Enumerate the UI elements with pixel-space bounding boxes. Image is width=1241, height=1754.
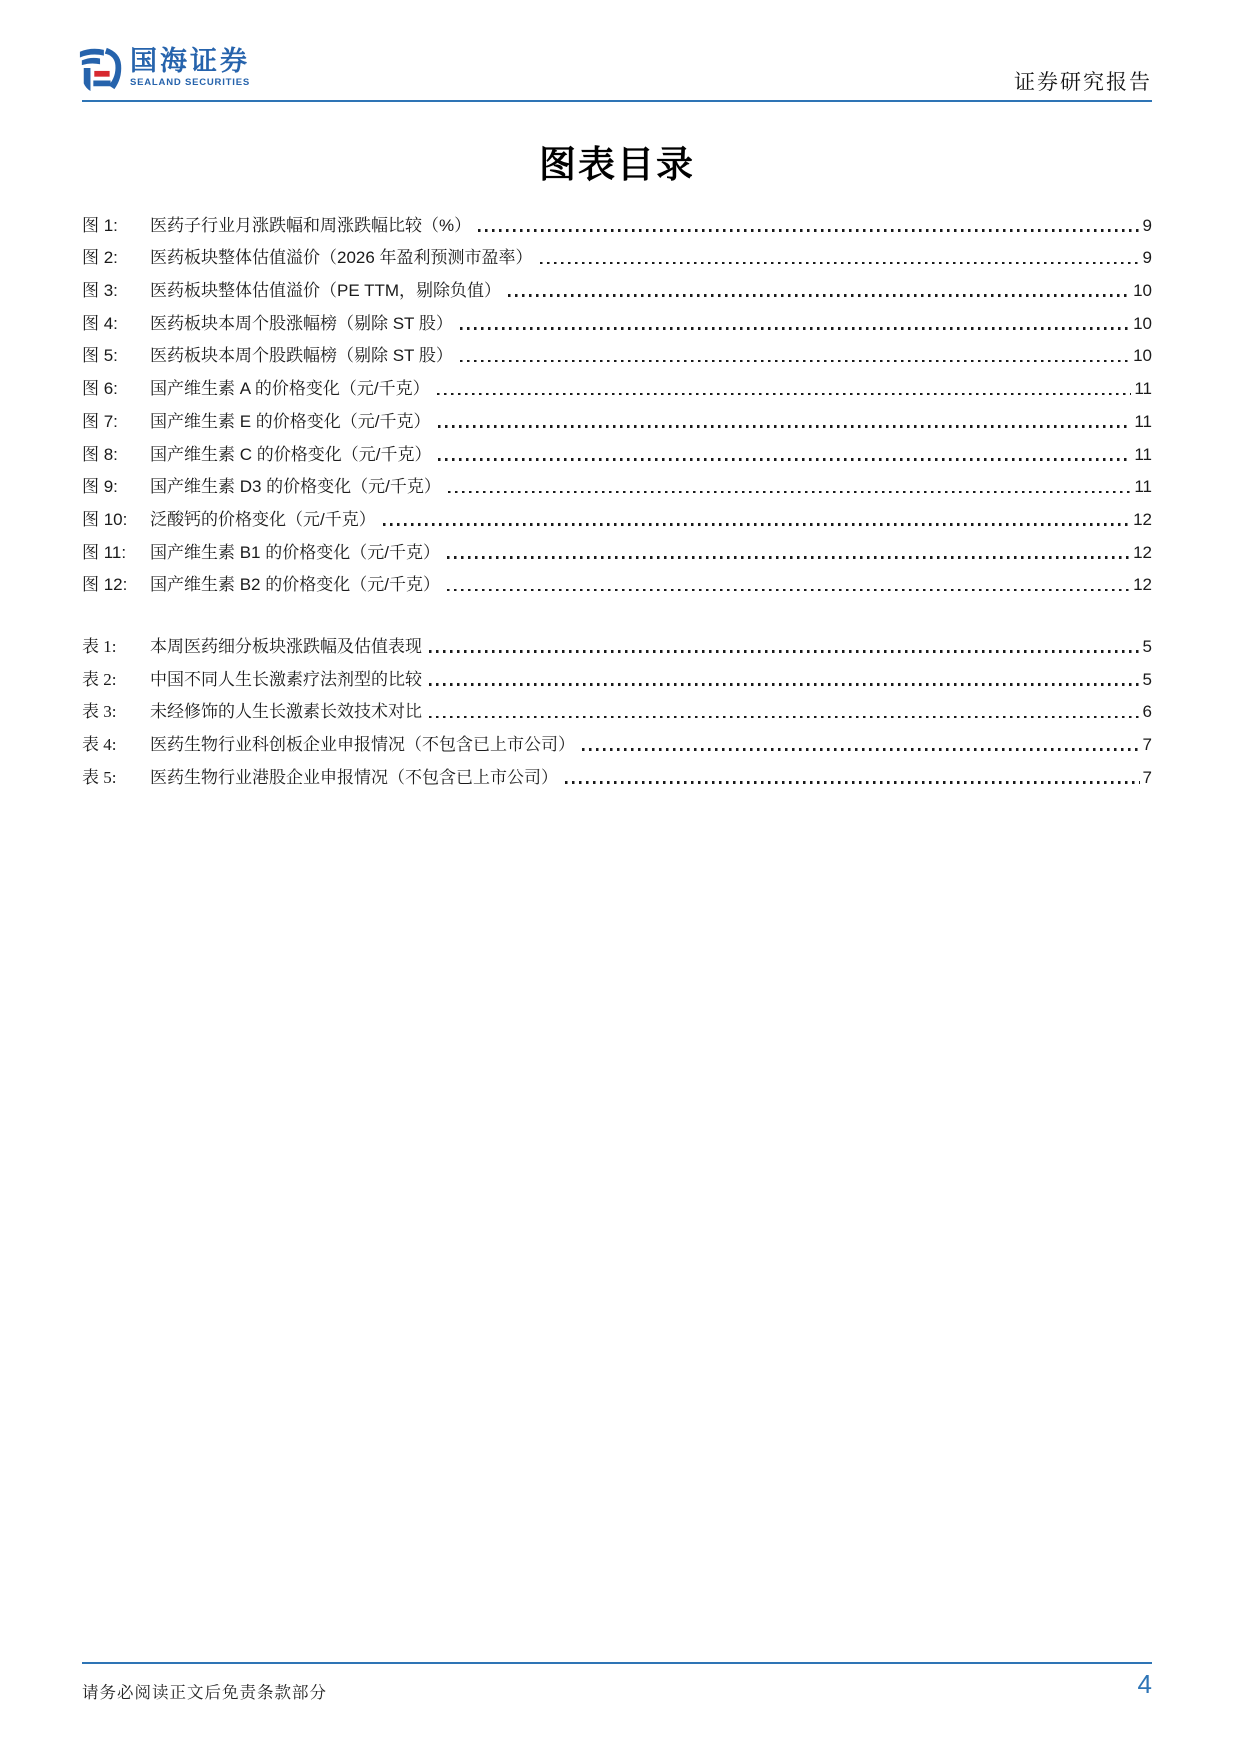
toc-entry-label[interactable]: 图 12: [82, 575, 128, 595]
brand-name-en: SEALAND SECURITIES [130, 77, 250, 88]
toc-entry[interactable] [82, 237, 1152, 270]
toc-entry[interactable] [82, 625, 1152, 658]
header-divider [82, 100, 1152, 102]
dot-leader [582, 748, 1140, 751]
dot-leader [429, 650, 1140, 653]
toc-entry-label[interactable]: 图 9: [82, 477, 118, 497]
toc-entry[interactable] [82, 723, 1152, 756]
toc-entry-page[interactable]: 5 [1142, 636, 1152, 656]
toc-entry-label[interactable]: 图 3: [82, 281, 118, 301]
toc-entry-page[interactable]: 11 [1134, 379, 1152, 399]
dot-leader [478, 229, 1139, 232]
toc-entry-page[interactable]: 7 [1142, 767, 1152, 787]
sealand-logo [78, 46, 250, 92]
report-type-label: 证券研究报告 [1014, 70, 1152, 94]
dot-leader [438, 458, 1131, 461]
toc-entry-page[interactable]: 12 [1133, 575, 1152, 595]
toc-entry-title[interactable]: 国产维生素 B2 的价格变化（元/千克） [150, 575, 440, 595]
dot-leader [447, 556, 1130, 559]
toc-entry[interactable] [82, 204, 1152, 237]
dot-leader [438, 425, 1132, 428]
dot-leader [429, 716, 1140, 719]
dot-leader [565, 781, 1140, 784]
toc-entry[interactable] [82, 400, 1152, 433]
footer-page-number: 4 [1137, 1669, 1152, 1699]
toc-entry-label[interactable]: 表 5: [82, 767, 117, 787]
toc-entry[interactable] [82, 466, 1152, 499]
toc-entry-label[interactable]: 表 1: [82, 636, 117, 656]
dot-leader [447, 589, 1130, 592]
toc-entry-page[interactable]: 10 [1133, 313, 1152, 333]
toc-entry-title[interactable]: 国产维生素 C 的价格变化（元/千克） [150, 444, 432, 464]
dot-leader [540, 262, 1140, 265]
toc-entry-label[interactable]: 图 1: [82, 215, 118, 235]
dot-leader [508, 294, 1130, 297]
toc-entry-page[interactable]: 7 [1142, 735, 1152, 754]
sealand-logo-icon [78, 46, 124, 92]
toc-entry-label[interactable]: 图 10: [82, 509, 128, 529]
toc-entry-label[interactable]: 图 8: [82, 444, 118, 464]
toc-entry-title[interactable]: 医药板块本周个股涨幅榜（剔除 ST 股） [150, 313, 453, 333]
toc-entry-page[interactable]: 11 [1134, 411, 1152, 431]
brand-name-cn: 国海证券 [130, 46, 250, 76]
toc-entry-page[interactable]: 12 [1133, 509, 1152, 529]
toc-entry-title[interactable]: 泛酸钙的价格变化（元/千克） [150, 509, 376, 529]
toc-entry-title[interactable]: 国产维生素 B1 的价格变化（元/千克） [150, 542, 440, 562]
toc-entry-page[interactable]: 11 [1134, 477, 1152, 497]
dot-leader [460, 327, 1130, 330]
toc-entry-label[interactable]: 图 5: [82, 346, 118, 366]
toc-entry-page[interactable]: 9 [1142, 215, 1152, 235]
toc-entry-label[interactable]: 图 7: [82, 411, 118, 431]
footer-disclaimer: 请务必阅读正文后免责条款部分 [82, 1683, 327, 1702]
toc-entry-label[interactable]: 图 11: [82, 542, 127, 562]
toc-entry-page[interactable]: 10 [1133, 346, 1152, 366]
toc-entry[interactable] [82, 302, 1152, 335]
toc-entry[interactable] [82, 531, 1152, 564]
toc-entry-page[interactable]: 5 [1142, 669, 1152, 689]
toc-entry-page[interactable]: 11 [1134, 444, 1152, 464]
toc-entry-title[interactable]: 医药生物行业港股企业申报情况（不包含已上市公司） [150, 767, 558, 787]
toc-entry[interactable] [82, 269, 1152, 302]
tables-list [82, 625, 1152, 788]
toc-entry-title[interactable]: 国产维生素 D3 的价格变化（元/千克） [150, 477, 441, 497]
dot-leader [460, 360, 1130, 363]
toc-entry-page[interactable]: 9 [1142, 248, 1152, 268]
toc-entry[interactable] [82, 756, 1152, 789]
toc-entry-page[interactable]: 12 [1133, 542, 1152, 562]
dot-leader [437, 393, 1132, 396]
dot-leader [448, 491, 1131, 494]
dot-leader [383, 523, 1130, 526]
logo-text [130, 46, 250, 89]
toc-entry[interactable] [82, 658, 1152, 691]
toc-entry-title[interactable]: 医药板块整体估值溢价（2026 年盈利预测市盈率） [150, 248, 533, 268]
toc-entry[interactable] [82, 335, 1152, 368]
toc-entry-title[interactable]: 医药生物行业科创板企业申报情况（不包含已上市公司） [150, 735, 575, 754]
page-footer [82, 1662, 1152, 1703]
toc-entry-title[interactable]: 医药板块本周个股跌幅榜（剔除 ST 股） [150, 346, 453, 366]
toc-entry-label[interactable]: 图 6: [82, 379, 118, 399]
toc-entry-label[interactable]: 表 3: [82, 702, 117, 722]
toc-entry-page[interactable]: 6 [1142, 702, 1152, 722]
toc-entry-title[interactable]: 未经修饰的人生长激素长效技术对比 [150, 702, 422, 722]
dot-leader [429, 683, 1140, 686]
toc-entry[interactable] [82, 367, 1152, 400]
toc-entry-label[interactable]: 图 4: [82, 313, 118, 333]
toc-entry-label[interactable]: 表 4: [82, 735, 117, 754]
toc-entry-title[interactable]: 国产维生素 A 的价格变化（元/千克） [150, 379, 430, 399]
toc-entry-label[interactable]: 图 2: [82, 248, 118, 268]
toc-entry-title[interactable]: 中国不同人生长激素疗法剂型的比较 [150, 669, 422, 689]
toc-entry-title[interactable]: 医药板块整体估值溢价（PE TTM，剔除负值） [150, 281, 502, 301]
toc-entry-page[interactable]: 10 [1133, 281, 1152, 301]
toc-entry-title[interactable]: 医药子行业月涨跌幅和周涨跌幅比较（%） [150, 215, 472, 235]
toc-entry[interactable] [82, 433, 1152, 466]
toc-entry[interactable] [82, 564, 1152, 597]
toc-entry[interactable] [82, 498, 1152, 531]
toc-entry[interactable] [82, 691, 1152, 724]
figures-list [82, 204, 1152, 596]
toc-entry-title[interactable]: 国产维生素 E 的价格变化（元/千克） [150, 411, 431, 431]
table-of-contents [82, 204, 1152, 789]
toc-title: 图表目录 [539, 145, 695, 186]
toc-entry-title[interactable]: 本周医药细分板块涨跌幅及估值表现 [150, 636, 422, 656]
toc-entry-label[interactable]: 表 2: [82, 669, 117, 689]
